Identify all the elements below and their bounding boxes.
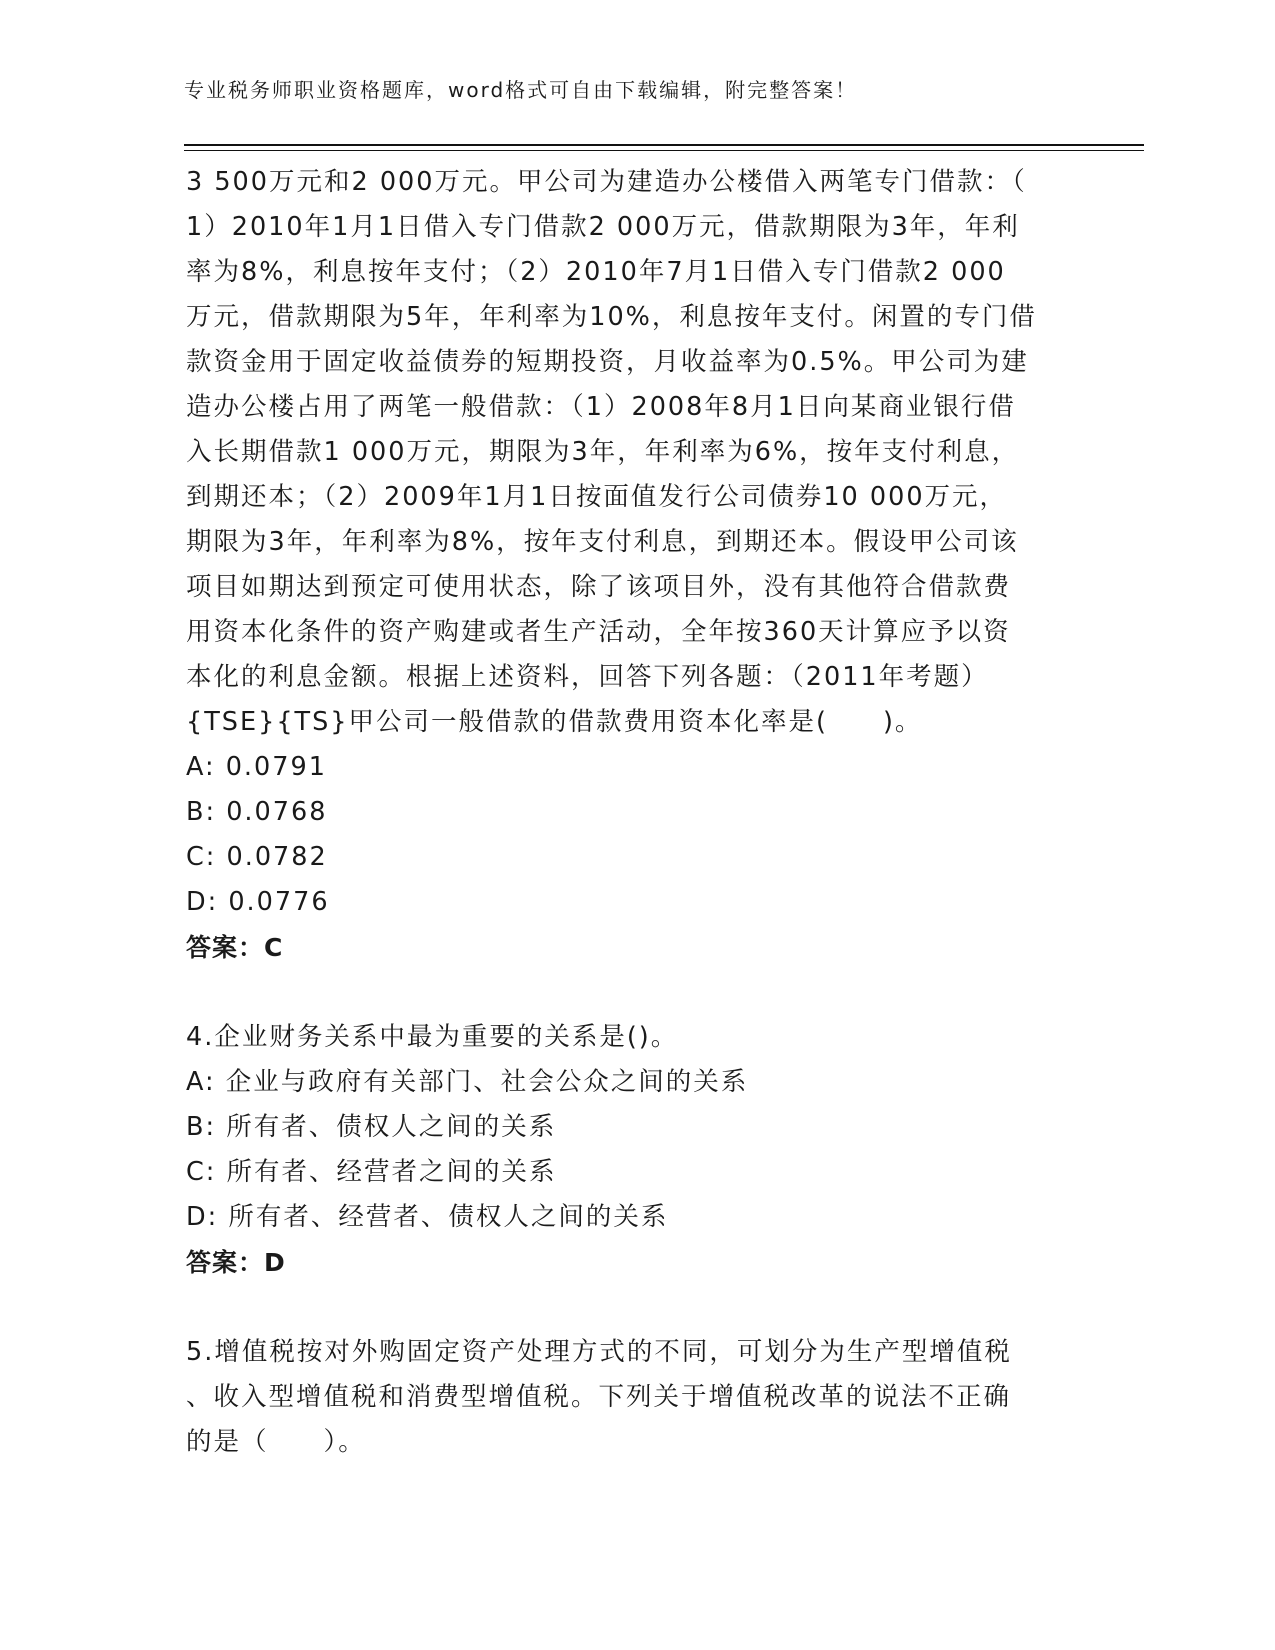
spacer bbox=[186, 1285, 1086, 1330]
page-header: 专业税务师职业资格题库，word格式可自由下载编辑，附完整答案！ bbox=[184, 78, 858, 102]
option-d: D: 所有者、经营者、债权人之间的关系 bbox=[186, 1202, 669, 1232]
answer: 答案：C bbox=[186, 933, 284, 962]
question-stem-line: 入长期借款1 000万元，期限为3年，年利率为6%，按年支付利息， bbox=[186, 437, 1020, 467]
question-stem-line: 款资金用于固定收益债券的短期投资，月收益率为0.5%。甲公司为建 bbox=[186, 347, 1029, 377]
question-stem-line: 率为8%，利息按年支付；（2）2010年7月1日借入专门借款2 000 bbox=[186, 257, 1006, 287]
option-a: A: 0.0791 bbox=[186, 752, 327, 782]
question-stem-line: {TSE}{TS}甲公司一般借款的借款费用资本化率是( )。 bbox=[186, 707, 923, 737]
header-divider-thin bbox=[184, 150, 1144, 151]
question-stem-line: 到期还本；（2）2009年1月1日按面值发行公司债券10 000万元， bbox=[186, 482, 1008, 512]
question-stem-line: 本化的利息金额。根据上述资料，回答下列各题：（2011年考题） bbox=[186, 662, 989, 692]
question-stem-line: 1）2010年1月1日借入专门借款2 000万元，借款期限为3年，年利 bbox=[186, 212, 1020, 242]
question-stem-line: 5.增值税按对外购固定资产处理方式的不同，可划分为生产型增值税 bbox=[186, 1337, 1012, 1367]
header-divider-thick bbox=[184, 144, 1144, 146]
option-c: C: 0.0782 bbox=[186, 842, 328, 872]
document-body bbox=[186, 160, 1086, 1465]
question-5 bbox=[186, 1330, 1086, 1465]
option-b: B: 0.0768 bbox=[186, 797, 328, 827]
question-stem-line: 期限为3年，年利率为8%，按年支付利息，到期还本。假设甲公司该 bbox=[186, 527, 1019, 557]
question-stem-line: 的是（ ）。 bbox=[186, 1427, 366, 1457]
option-b: B: 所有者、债权人之间的关系 bbox=[186, 1112, 557, 1142]
spacer bbox=[186, 970, 1086, 1015]
question-stem-line: 3 500万元和2 000万元。甲公司为建造办公楼借入两笔专门借款：（ bbox=[186, 167, 1027, 197]
question-stem: 4.企业财务关系中最为重要的关系是()。 bbox=[186, 1022, 679, 1052]
option-a: A: 企业与政府有关部门、社会公众之间的关系 bbox=[186, 1067, 749, 1097]
question-stem-line: 、收入型增值税和消费型增值税。下列关于增值税改革的说法不正确 bbox=[186, 1382, 1012, 1412]
option-d: D: 0.0776 bbox=[186, 887, 330, 917]
question-4 bbox=[186, 1015, 1086, 1285]
question-stem-line: 用资本化条件的资产购建或者生产活动，全年按360天计算应予以资 bbox=[186, 617, 1011, 647]
question-3 bbox=[186, 160, 1086, 970]
option-c: C: 所有者、经营者之间的关系 bbox=[186, 1157, 557, 1187]
question-stem-line: 项目如期达到预定可使用状态，除了该项目外，没有其他符合借款费 bbox=[186, 572, 1012, 602]
question-stem-line: 造办公楼占用了两笔一般借款：（1）2008年8月1日向某商业银行借 bbox=[186, 392, 1016, 422]
question-stem-line: 万元，借款期限为5年，年利率为10%，利息按年支付。闲置的专门借 bbox=[186, 302, 1037, 332]
answer: 答案：D bbox=[186, 1248, 286, 1277]
